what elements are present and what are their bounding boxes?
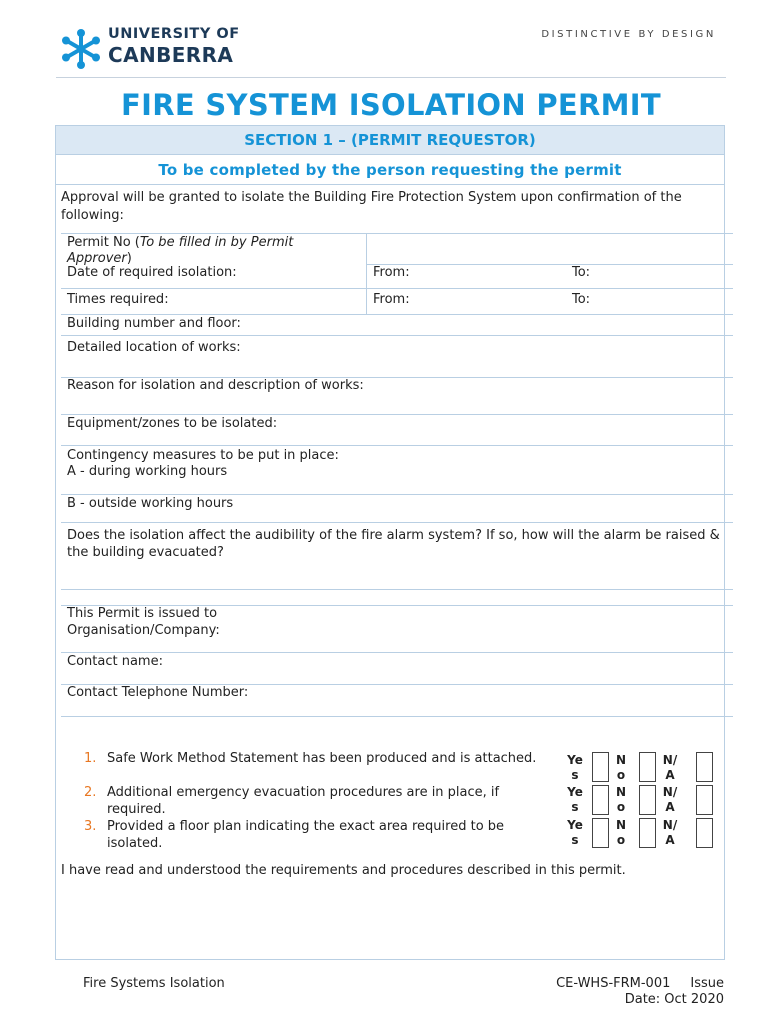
checklist-number: 1. [84,751,97,766]
grid-line [366,233,367,315]
permit-no-field[interactable] [368,234,733,264]
logo-line1: UNIVERSITY OF [108,26,240,42]
page-title: FIRE SYSTEM ISOLATION PERMIT [121,88,661,122]
grid-line [61,589,733,590]
checklist-item: Safe Work Method Statement has been produced and is attached. [107,751,537,766]
logo-line2: CANBERRA [108,42,234,67]
date-from-label: From: [373,265,410,280]
times-from-field[interactable] [415,289,565,313]
organisation-label: Organisation/Company: [67,623,220,638]
reason-label: Reason for isolation and description of works: [67,378,364,393]
no-label: N o [615,785,627,814]
approval-text: Approval will be granted to isolate the Building Fire Protection System upon confirmation of the following: [61,190,682,223]
times-to-field[interactable] [598,289,728,313]
yes-checkbox[interactable] [592,818,609,848]
grid-line [61,335,733,336]
no-label: N o [615,753,627,782]
footer-issue: Issue [690,976,724,991]
contingency-a-label: A - during working hours [67,464,228,479]
issued-to-label: This Permit is issued to [67,606,218,621]
grid-line [61,414,733,415]
contact-name-label: Contact name: [67,654,163,669]
date-label: Date of required isolation: [67,265,237,280]
yes-checkbox[interactable] [592,752,609,782]
checklist-item: Additional emergency evacuation procedures are in place, if required. [107,785,500,817]
yes-label: Ye s [567,785,583,814]
yes-label: Ye s [567,753,583,782]
grid-line [61,445,733,446]
footer-date: Date: Oct 2020 [624,992,724,1007]
grid-line [61,494,733,495]
grid-line [61,522,733,523]
na-checkbox[interactable] [696,818,713,848]
no-label: N o [615,818,627,847]
grid-line [61,652,733,653]
tagline: DISTINCTIVE BY DESIGN [541,29,716,40]
checklist-item: Provided a floor plan indicating the exact area required to be isolated. [107,819,505,851]
no-checkbox[interactable] [639,785,656,815]
building-label: Building number and floor: [67,316,241,331]
checklist-number: 2. [84,785,97,800]
no-checkbox[interactable] [639,752,656,782]
contingency-label: Contingency measures to be put in place: [67,448,339,463]
location-label: Detailed location of works: [67,340,241,355]
yes-label: Ye s [567,818,583,847]
university-logo-icon [58,28,104,70]
no-checkbox[interactable] [639,818,656,848]
times-to-label: To: [572,292,591,307]
na-checkbox[interactable] [696,752,713,782]
section-subheading: To be completed by the person requesting the permit [56,155,724,185]
times-from-label: From: [373,292,410,307]
header-divider [56,77,726,78]
date-to-field[interactable] [598,264,728,288]
grid-line [61,716,733,717]
na-checkbox[interactable] [696,785,713,815]
na-label: N/ A [662,753,678,782]
yes-checkbox[interactable] [592,785,609,815]
contact-phone-label: Contact Telephone Number: [67,685,249,700]
footer-document-name: Fire Systems Isolation [83,976,225,991]
times-label: Times required: [67,292,169,307]
declaration-text: I have read and understood the requirements and procedures described in this permit. [61,863,626,878]
na-label: N/ A [662,785,678,814]
equipment-label: Equipment/zones to be isolated: [67,416,278,431]
audibility-question: Does the isolation affect the audibility of the fire alarm system? If so, how will the alarm be raised & the building evacuated? [67,528,720,560]
grid-line [61,314,733,315]
contingency-b-label: B - outside working hours [67,496,234,511]
date-from-field[interactable] [415,264,565,288]
footer-document-info [556,976,724,1008]
checklist-number: 3. [84,819,97,834]
university-wordmark [108,27,240,65]
permit-no-label: Permit No (To be filled in by Permit Approver) [67,235,294,266]
date-to-label: To: [572,265,591,280]
footer-code: CE-WHS-FRM-001 [556,976,671,991]
section-heading: SECTION 1 – (PERMIT REQUESTOR) [56,126,724,155]
na-label: N/ A [662,818,678,847]
